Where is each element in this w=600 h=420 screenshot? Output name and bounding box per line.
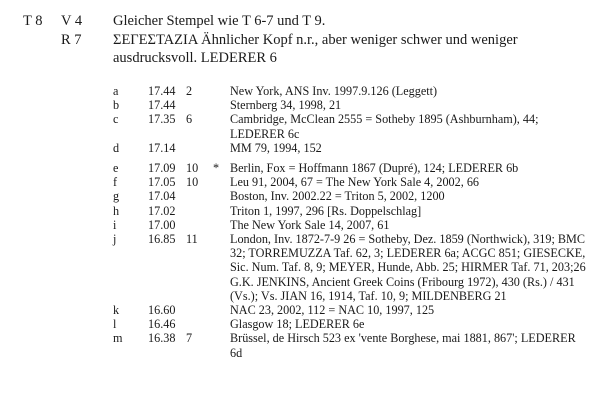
specimen-letter: h (113, 203, 120, 218)
reverse-description: ΣΕΓΕΣΤΑΖΙΑ Ähnlicher Kopf n.r., aber weniger schwer und weniger ausdrucksvoll. LEDERER 6 (113, 32, 518, 66)
specimen-die-axis: 7 (186, 331, 193, 346)
reverse-die: R 7 (61, 32, 82, 48)
specimen-reference: The New York Sale 14, 2007, 61 (230, 217, 390, 232)
specimen-reference: New York, ANS Inv. 1997.9.126 (Leggett) (230, 84, 438, 98)
specimen-row (0, 303, 600, 317)
specimen-letter: k (113, 303, 120, 318)
specimen-row (0, 112, 600, 140)
specimen-weight: 16.85 (148, 232, 176, 247)
specimen-row (0, 232, 600, 303)
specimen-letter: l (113, 317, 117, 332)
specimen-reference: Boston, Inv. 2002.22 = Triton 5, 2002, 1200 (230, 189, 445, 204)
obverse-description: Gleicher Stempel wie T 6-7 und T 9. (113, 13, 326, 29)
specimen-weight: 17.05 (148, 175, 176, 190)
specimen-row (0, 218, 600, 232)
specimen-weight: 17.09 (148, 161, 176, 176)
specimen-reference: Berlin, Fox = Hoffmann 1867 (Dupré), 124; LEDERER 6b (230, 161, 519, 176)
specimen-reference: London, Inv. 1872-7-9 26 = Sotheby, Dez. 1859 (Northwick), 319; BMC 32; TORREMUZZA Taf. 62, 3; LEDERER 6a; ACGC 851; GIESECKE, Sic. Num. Taf. 8, 9; MEYER, Hunde, Abb. 25; HIRMER Taf. 71, 203;26 G.K. JENKINS, Ancient Greek Coins (Fribourg 1972), 430 (Rs.) / 431 (Vs.); Vs. JIAN 16, 1914, Taf. 10, 9; MILDENBERG 21 (230, 232, 586, 303)
specimen-weight: 16.38 (148, 331, 176, 346)
specimen-reference: Sternberg 34, 1998, 21 (230, 98, 342, 113)
specimen-letter: f (113, 175, 118, 190)
specimen-weight: 16.60 (148, 303, 176, 318)
specimen-row (0, 189, 600, 203)
specimen-letter: m (113, 331, 123, 346)
specimen-weight: 16.46 (148, 317, 176, 332)
specimen-reference: Cambridge, McClean 2555 = Sotheby 1895 (Ashburnham), 44; LEDERER 6c (230, 112, 539, 141)
specimen-weight: 17.14 (148, 140, 176, 155)
specimen-letter: c (113, 112, 119, 127)
specimen-weight: 17.44 (148, 98, 176, 113)
specimen-reference: Glasgow 18; LEDERER 6e (230, 317, 365, 332)
specimen-letter: g (113, 189, 120, 204)
specimen-weight: 17.00 (148, 217, 176, 232)
specimen-weight: 17.35 (148, 112, 176, 127)
specimen-row (0, 331, 600, 359)
specimen-reference: Leu 91, 2004, 67 = The New York Sale 4, 2002, 66 (230, 175, 480, 190)
specimen-list (0, 84, 600, 360)
type-number: T 8 (23, 13, 43, 29)
specimen-weight: 17.04 (148, 189, 176, 204)
specimen-row (0, 141, 600, 155)
specimen-row (0, 161, 600, 175)
specimen-row (0, 317, 600, 331)
specimen-letter: e (113, 161, 119, 176)
specimen-die-axis: 11 (186, 232, 198, 247)
specimen-die-axis: 2 (186, 84, 193, 98)
specimen-die-axis: 6 (186, 112, 193, 127)
specimen-letter: a (113, 84, 119, 98)
specimen-row (0, 204, 600, 218)
obverse-die: V 4 (61, 13, 83, 29)
specimen-letter: d (113, 140, 120, 155)
specimen-row (0, 98, 600, 112)
specimen-die-axis: 10 (186, 175, 199, 190)
specimen-weight: 17.02 (148, 203, 176, 218)
specimen-die-axis: 10 (186, 161, 199, 176)
specimen-reference: Brüssel, de Hirsch 523 ex 'vente Borghese, mai 1881, 867'; LEDERER 6d (230, 331, 576, 360)
specimen-letter: j (113, 232, 117, 247)
specimen-letter: b (113, 98, 120, 113)
specimen-mark: * (213, 161, 220, 176)
specimen-row (0, 175, 600, 189)
specimen-reference: NAC 23, 2002, 112 = NAC 10, 1997, 125 (230, 303, 435, 318)
specimen-row (0, 84, 600, 98)
specimen-letter: i (113, 217, 117, 232)
specimen-reference: MM 79, 1994, 152 (230, 140, 322, 155)
specimen-weight: 17.44 (148, 84, 176, 98)
specimen-reference: Triton 1, 1997, 296 [Rs. Doppelschlag] (230, 203, 422, 218)
